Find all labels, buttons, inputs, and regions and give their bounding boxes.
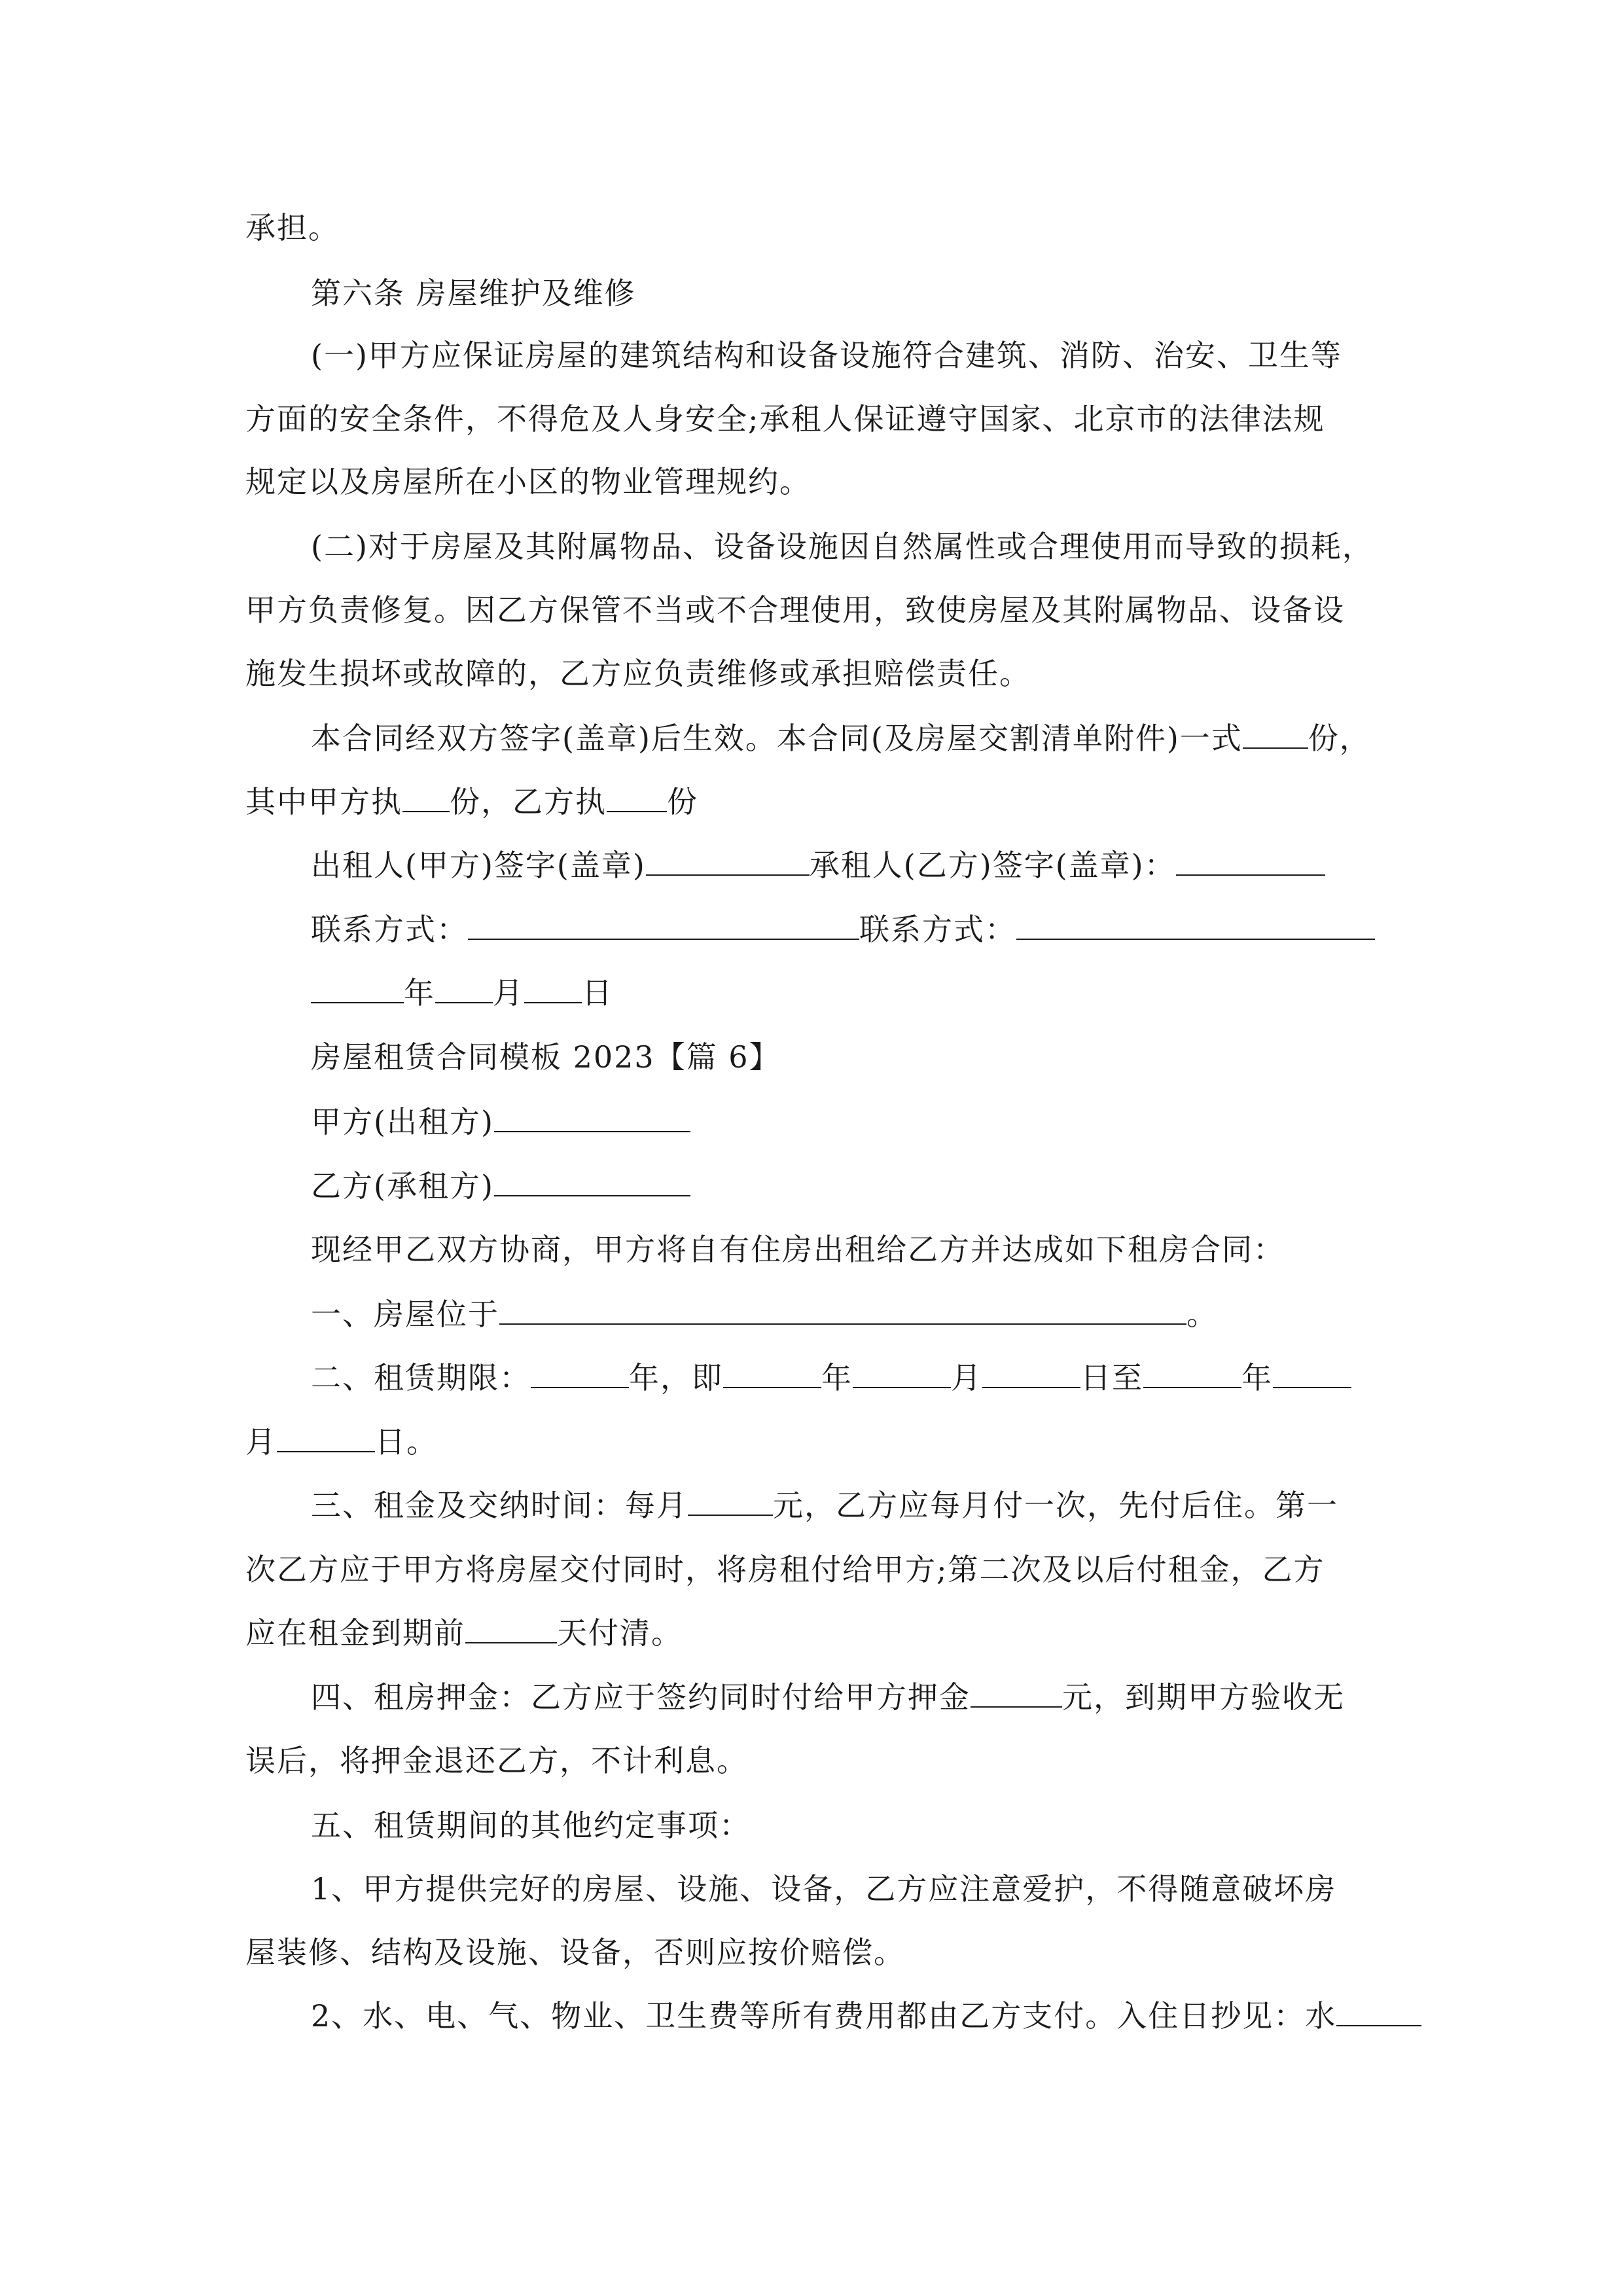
text-segment: 年 <box>404 975 435 1011</box>
text-line <box>245 1741 748 1780</box>
text-line <box>311 1486 1338 1525</box>
text-segment: 次乙方应于甲方将房屋交付同时，将房租付给甲方;第二次及以后付租金，乙方 <box>245 1552 1325 1587</box>
text-segment: 2、水、电、气、物业、卫生费等所有费用都由乙方支付。入住日抄见：水 <box>311 1998 1337 2034</box>
contact-line <box>311 910 1375 949</box>
fill-blank <box>494 1166 690 1196</box>
text-line <box>245 654 1031 693</box>
text-segment: 元，乙方应每月付一次，先付后住。第一 <box>773 1488 1338 1523</box>
date-line <box>311 973 613 1013</box>
text-segment: 年 <box>821 1360 853 1395</box>
text-line <box>311 1358 1351 1397</box>
text-line <box>245 1933 905 1972</box>
text-segment: 份，乙方执 <box>450 784 607 819</box>
fill-blank <box>402 782 450 812</box>
text-segment: 承担。 <box>245 210 340 245</box>
text-segment: 方面的安全条件，不得危及人身安全;承租人保证遵守国家、北京市的法律法规 <box>245 401 1325 437</box>
text-line <box>245 1422 438 1462</box>
text-segment: 年 <box>1241 1360 1273 1395</box>
fill-blank <box>1243 719 1308 749</box>
text-segment: 规定以及房屋所在小区的物业管理规约。 <box>245 464 811 499</box>
text-segment: 甲方(出租方) <box>311 1104 494 1139</box>
fill-blank <box>1273 1358 1351 1388</box>
text-segment: 1、甲方提供完好的房屋、设施、设备，乙方应注意爱护，不得随意破坏房 <box>311 1871 1337 1907</box>
text-line <box>311 1869 1336 1909</box>
fill-blank <box>1016 910 1375 940</box>
party-b-line <box>311 1166 690 1206</box>
text-segment: 乙方(承租方) <box>311 1168 494 1204</box>
text-segment: (一)甲方应保证房屋的建筑结构和设备设施符合建筑、消防、治安、卫生等 <box>311 338 1342 373</box>
text-segment: 五、租赁期间的其他约定事项： <box>311 1808 751 1843</box>
fill-blank <box>646 846 810 876</box>
text-segment: 联系方式： <box>311 912 468 947</box>
text-segment: 承租人(乙方)签字(盖章)： <box>809 848 1176 883</box>
text-line <box>311 1806 751 1845</box>
fill-blank <box>971 1677 1062 1708</box>
fill-blank <box>435 973 493 1003</box>
text-line <box>245 1550 1325 1589</box>
fill-blank <box>688 1486 773 1516</box>
text-line <box>311 1295 1218 1334</box>
text-segment: 出租人(甲方)签字(盖章) <box>311 848 646 883</box>
fill-blank <box>311 973 404 1003</box>
fill-blank <box>853 1358 951 1388</box>
text-segment: 天付清。 <box>557 1615 683 1651</box>
text-segment: 联系方式： <box>859 912 1016 947</box>
fill-blank <box>465 1613 557 1643</box>
text-line <box>311 1230 1285 1269</box>
text-segment: 份， <box>1308 721 1371 756</box>
fill-blank <box>1143 1358 1241 1388</box>
fill-blank <box>499 1295 1186 1325</box>
text-segment: 元，到期甲方验收无 <box>1062 1679 1345 1715</box>
text-segment: 应在租金到期前 <box>245 1615 465 1651</box>
text-line <box>245 208 340 247</box>
text-line <box>245 462 811 501</box>
text-segment: 月 <box>245 1424 277 1460</box>
signature-line <box>311 846 1325 885</box>
text-segment: 甲方负责修复。因乙方保管不当或不合理使用，致使房屋及其附属物品、设备设 <box>245 592 1345 628</box>
text-segment: 现经甲乙双方协商，甲方将自有住房出租给乙方并达成如下租房合同： <box>311 1232 1285 1267</box>
fill-blank <box>1336 1996 1421 2026</box>
text-line <box>311 1677 1345 1717</box>
text-segment: 年，即 <box>629 1360 723 1395</box>
text-segment: 日。 <box>375 1424 438 1460</box>
article-heading <box>311 274 636 313</box>
fill-blank <box>1176 846 1325 876</box>
text-segment: 三、租金及交纳时间：每月 <box>311 1488 688 1523</box>
fill-blank <box>277 1422 375 1452</box>
text-segment: 其中甲方执 <box>245 784 402 819</box>
text-segment: 月 <box>951 1360 982 1395</box>
fill-blank <box>531 1358 629 1388</box>
text-segment: (二)对于房屋及其附属物品、设备设施因自然属性或合理使用而导致的损耗， <box>311 529 1374 564</box>
fill-blank <box>494 1102 690 1132</box>
section-title <box>311 1037 781 1077</box>
text-segment: 份 <box>667 784 698 819</box>
text-segment: 房屋租赁合同模板 2023【篇 6】 <box>311 1039 781 1075</box>
text-segment: 月 <box>493 975 524 1011</box>
text-segment: 日至 <box>1080 1360 1143 1395</box>
text-segment: 屋装修、结构及设施、设备，否则应按价赔偿。 <box>245 1935 905 1970</box>
party-a-line <box>311 1102 690 1141</box>
text-line <box>245 782 698 821</box>
text-segment: 本合同经双方签字(盖章)后生效。本合同(及房屋交割清单附件)一式 <box>311 721 1243 756</box>
text-line <box>245 1613 683 1653</box>
text-segment: 一、房屋位于 <box>311 1297 499 1332</box>
fill-blank <box>468 910 859 940</box>
text-segment: 二、租赁期限： <box>311 1360 531 1395</box>
fill-blank <box>524 973 582 1003</box>
text-line <box>311 719 1371 758</box>
text-line <box>311 1996 1421 2036</box>
text-line <box>311 336 1342 375</box>
text-line <box>245 590 1345 630</box>
text-segment: 误后，将押金退还乙方，不计利息。 <box>245 1743 748 1778</box>
fill-blank <box>723 1358 821 1388</box>
text-segment: 施发生损坏或故障的，乙方应负责维修或承担赔偿责任。 <box>245 656 1031 691</box>
text-segment: 。 <box>1186 1297 1218 1332</box>
text-line <box>311 527 1374 566</box>
fill-blank <box>607 782 667 812</box>
fill-blank <box>982 1358 1080 1388</box>
text-segment: 日 <box>582 975 613 1011</box>
text-segment: 第六条 房屋维护及维修 <box>311 276 636 311</box>
text-line <box>245 399 1325 439</box>
text-segment: 四、租房押金：乙方应于签约同时付给甲方押金 <box>311 1679 971 1715</box>
